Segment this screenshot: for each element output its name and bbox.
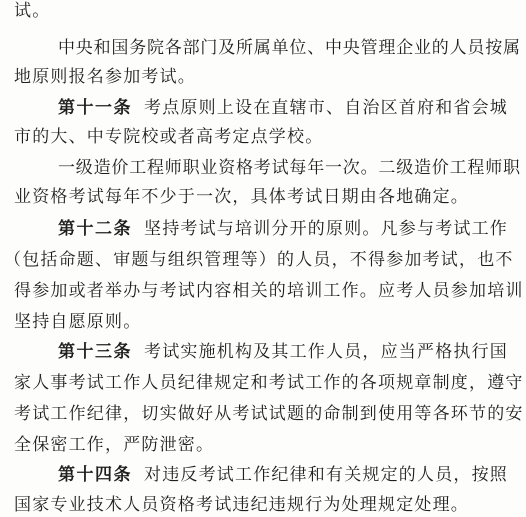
- article-heading: 第十一条: [58, 98, 132, 118]
- text-line: 坚持考试与培训分开的原则。凡参与考试工作: [144, 219, 508, 239]
- text-line: 地原则报名参加考试。: [14, 67, 196, 87]
- text-line: 中央和国务院各部门及所属单位、中央管理企业的人员按属: [58, 38, 521, 58]
- text-line: 全保密工作，严防泄密。: [14, 435, 215, 455]
- text-line: （包括命题、审题与组织管理等）的人员，不得参加考试，也不: [4, 250, 514, 270]
- text-line: 家人事考试工作人员纪律规定和考试工作的各项规章制度，遵守: [14, 373, 524, 393]
- article-line: [58, 97, 508, 119]
- article-heading: 第十三条: [58, 342, 132, 362]
- text-line: 坚持自愿原则。: [14, 312, 142, 332]
- article-heading: 第十二条: [58, 219, 132, 239]
- text-line: 考试工作纪律，切实做好从考试试题的命制到使用等各环节的安: [14, 404, 524, 424]
- text-line: 业资格考试每年不少于一次，具体考试日期由各地确定。: [14, 187, 469, 207]
- article-heading: 第十四条: [58, 465, 132, 485]
- article-line: [58, 218, 508, 240]
- text-line: 得参加或者举办与考试内容相关的培训工作。应考人员参加培训: [14, 281, 524, 301]
- article-line: [58, 464, 508, 486]
- text-line: 考点原则上设在直辖市、自治区首府和省会城: [144, 98, 508, 118]
- article-line: [58, 341, 508, 363]
- text-line: 一级造价工程师职业资格考试每年一次。二级造价工程师职: [58, 158, 521, 178]
- text-line: 试。: [14, 1, 51, 21]
- text-line: 国家专业技术人员资格考试违纪违规行为处理规定处理。: [14, 495, 469, 515]
- text-line: 考试实施机构及其工作人员，应当严格执行国: [144, 342, 508, 362]
- text-line: 对违反考试工作纪律和有关规定的人员，按照: [144, 465, 508, 485]
- text-line: 市的大、中专院校或者高考定点学校。: [14, 127, 324, 147]
